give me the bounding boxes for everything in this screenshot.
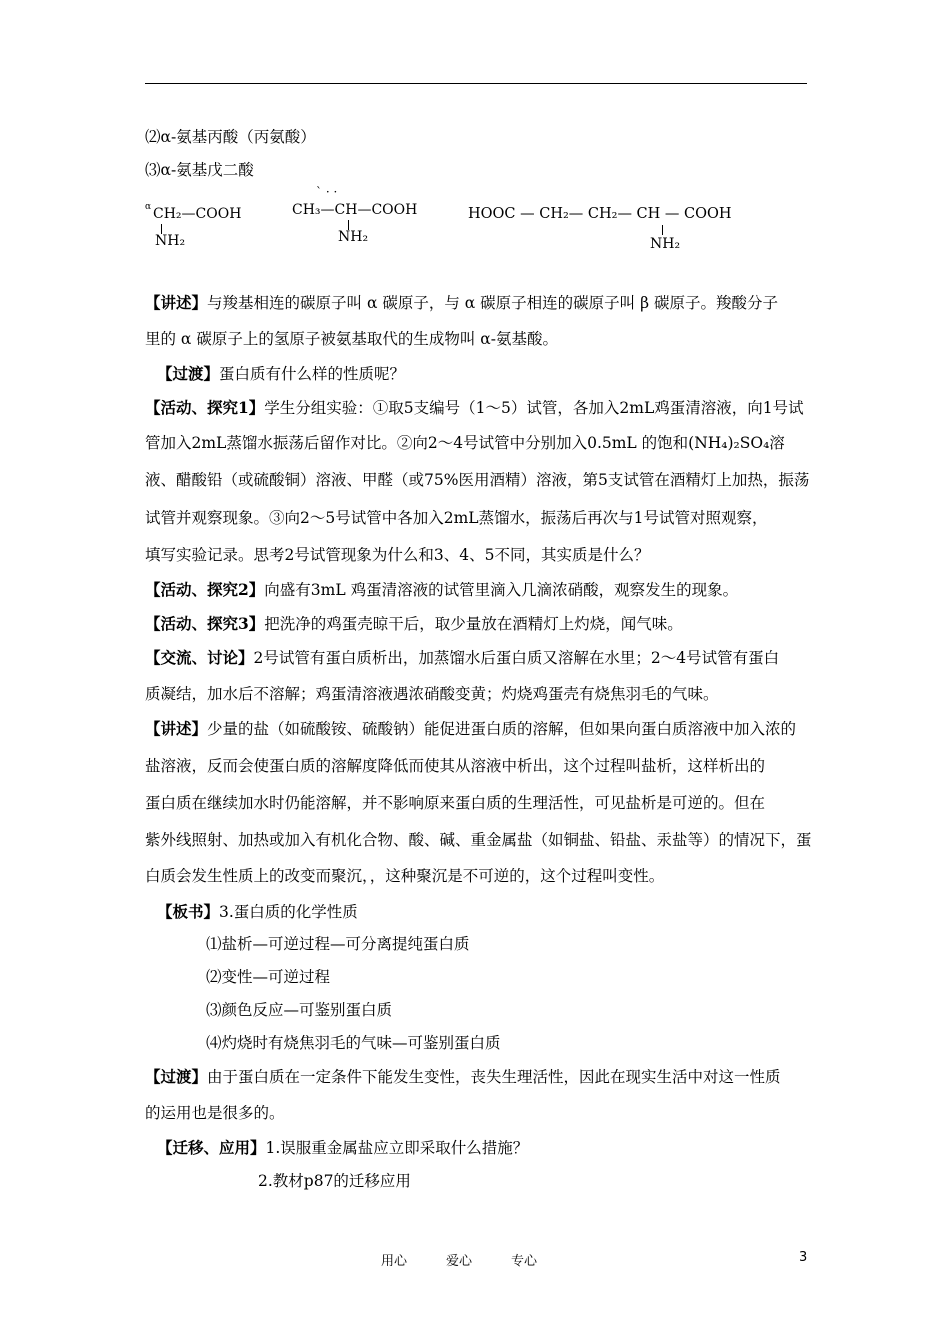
formula-text: CH₂—COOH — [153, 206, 242, 222]
paragraph-activity-2 — [145, 580, 825, 600]
text-span: 把洗净的鸡蛋壳晾干后，取少量放在酒精灯上灼烧，闻气味。 — [264, 615, 683, 633]
text-span: 由于蛋白质在一定条件下能发生变性，丧失生理活性，因此在现实生活中对这一性质 — [207, 1068, 781, 1086]
formula-text: NH₂ — [650, 236, 681, 252]
section-tag: 【讲述】 — [145, 719, 208, 738]
formula-text: NH₂ — [338, 229, 369, 245]
text-line: 液、醋酸铅（或硫酸铜）溶液、甲醛（或75%医用酒精）溶液，第5支试管在酒精灯上加热，振荡 — [145, 471, 810, 489]
text-span: 2号试管有蛋白质析出，加蒸馏水后蛋白质又溶解在水里；2～4号试管有蛋白 — [253, 649, 780, 667]
formula-alpha-mark: α — [145, 202, 152, 212]
bond-line — [662, 225, 663, 235]
formula-glutamic-acid — [468, 198, 768, 258]
text-line: 质凝结，加水后不溶解；鸡蛋清溶液遇浓硝酸变黄；灼烧鸡蛋壳有烧焦羽毛的气味。 — [145, 685, 719, 703]
text-span: 与羧基相连的碳原子叫 α 碳原子，与 α 碳原子相连的碳原子叫 β 碳原子。羧酸分子 — [207, 294, 778, 312]
paragraph-application — [157, 1138, 837, 1158]
text-line: 里的 α 碳原子上的氢原子被氨基取代的生成物叫 α-氨基酸。 — [145, 330, 558, 348]
text-line-glutamic-acid: ⑶α-氨基戊二酸 — [145, 161, 254, 179]
section-tag: 【活动、探究3】 — [145, 614, 265, 633]
text-span: 蛋白质有什么样的性质呢？ — [219, 365, 406, 383]
text-line-alanine: ⑵α-氨基丙酸（丙氨酸） — [145, 128, 316, 146]
paragraph-transition — [157, 364, 837, 384]
section-tag: 【过渡】 — [157, 364, 220, 383]
board-item: ⑴盐析—可逆过程—可分离提纯蛋白质 — [206, 935, 470, 953]
text-line: 的运用也是很多的。 — [145, 1104, 285, 1122]
text-span: 1.误服重金属盐应立即采取什么措施？ — [265, 1139, 529, 1157]
section-tag: 【板书】 — [157, 902, 220, 921]
board-item: ⑵变性—可逆过程 — [206, 968, 331, 986]
paragraph-discussion — [145, 648, 825, 668]
formula-alanine — [292, 185, 432, 255]
section-tag: 【活动、探究2】 — [145, 580, 265, 599]
formula-glycine — [145, 196, 265, 256]
text-span: 3.蛋白质的化学性质 — [219, 903, 358, 921]
text-line: 填写实验记录。思考2号试管现象为什么和3、4、5不同，其实质是什么？ — [145, 546, 650, 564]
section-tag: 【活动、探究1】 — [145, 398, 265, 417]
page-number: 3 — [799, 1250, 808, 1265]
paragraph-transition-2 — [145, 1067, 825, 1087]
text-span: 少量的盐（如硫酸铵、硫酸钠）能促进蛋白质的溶解，但如果向蛋白质溶液中加入浓的 — [207, 720, 797, 738]
formula-text: CH₃—CH—COOH — [292, 202, 418, 218]
section-tag: 【过渡】 — [145, 1067, 208, 1086]
formula-text: NH₂ — [155, 233, 186, 249]
text-span: 向盛有3mL 鸡蛋清溶液的试管里滴入几滴浓硝酸，观察发生的现象。 — [264, 581, 739, 599]
paragraph-narration — [145, 293, 825, 313]
paragraph-narration-2 — [145, 719, 825, 739]
section-tag: 【交流、讨论】 — [145, 648, 254, 667]
text-line: 管加入2mL蒸馏水振荡后留作对比。②向2～4号试管中分别加入0.5mL 的饱和(NH₄)₂SO₄溶 — [145, 434, 785, 452]
paragraph-activity-3 — [145, 614, 825, 634]
board-item: ⑶颜色反应—可鉴别蛋白质 — [206, 1001, 393, 1019]
footer-text: 专心 — [511, 1254, 538, 1269]
text-line: 试管并观察现象。③向2～5号试管中各加入2mL蒸馏水，振荡后再次与1号试管对照观察， — [145, 509, 768, 527]
text-line: 2.教材p87的迁移应用 — [258, 1172, 411, 1190]
text-line: 紫外线照射、加热或加入有机化合物、酸、碱、重金属盐（如铜盐、铅盐、汞盐等）的情况下，蛋 — [145, 831, 812, 849]
paragraph-activity-1 — [145, 398, 825, 418]
header-rule — [145, 83, 807, 84]
formula-text: HOOC — CH₂— CH₂— CH — COOH — [468, 206, 732, 222]
formula-dots: ` · · — [316, 185, 338, 199]
paragraph-board — [157, 902, 837, 922]
text-line: 蛋白质在继续加水时仍能溶解，并不影响原来蛋白质的生理活性，可见盐析是可逆的。但在 — [145, 794, 766, 812]
text-line: 盐溶液，反而会使蛋白质的溶解度降低而使其从溶液中析出，这个过程叫盐析，这样析出的 — [145, 757, 766, 775]
text-span: 学生分组实验：①取5支编号（1～5）试管，各加入2mL鸡蛋清溶液，向1号试 — [264, 399, 804, 417]
section-tag: 【迁移、应用】 — [157, 1138, 266, 1157]
board-item: ⑷灼烧时有烧焦羽毛的气味—可鉴别蛋白质 — [206, 1034, 501, 1052]
section-tag: 【讲述】 — [145, 293, 208, 312]
footer-text: 用心 — [381, 1254, 408, 1269]
footer-text: 爱心 — [446, 1254, 473, 1269]
text-line: 白质会发生性质上的改变而聚沉，，这种聚沉是不可逆的，这个过程叫变性。 — [145, 867, 665, 885]
